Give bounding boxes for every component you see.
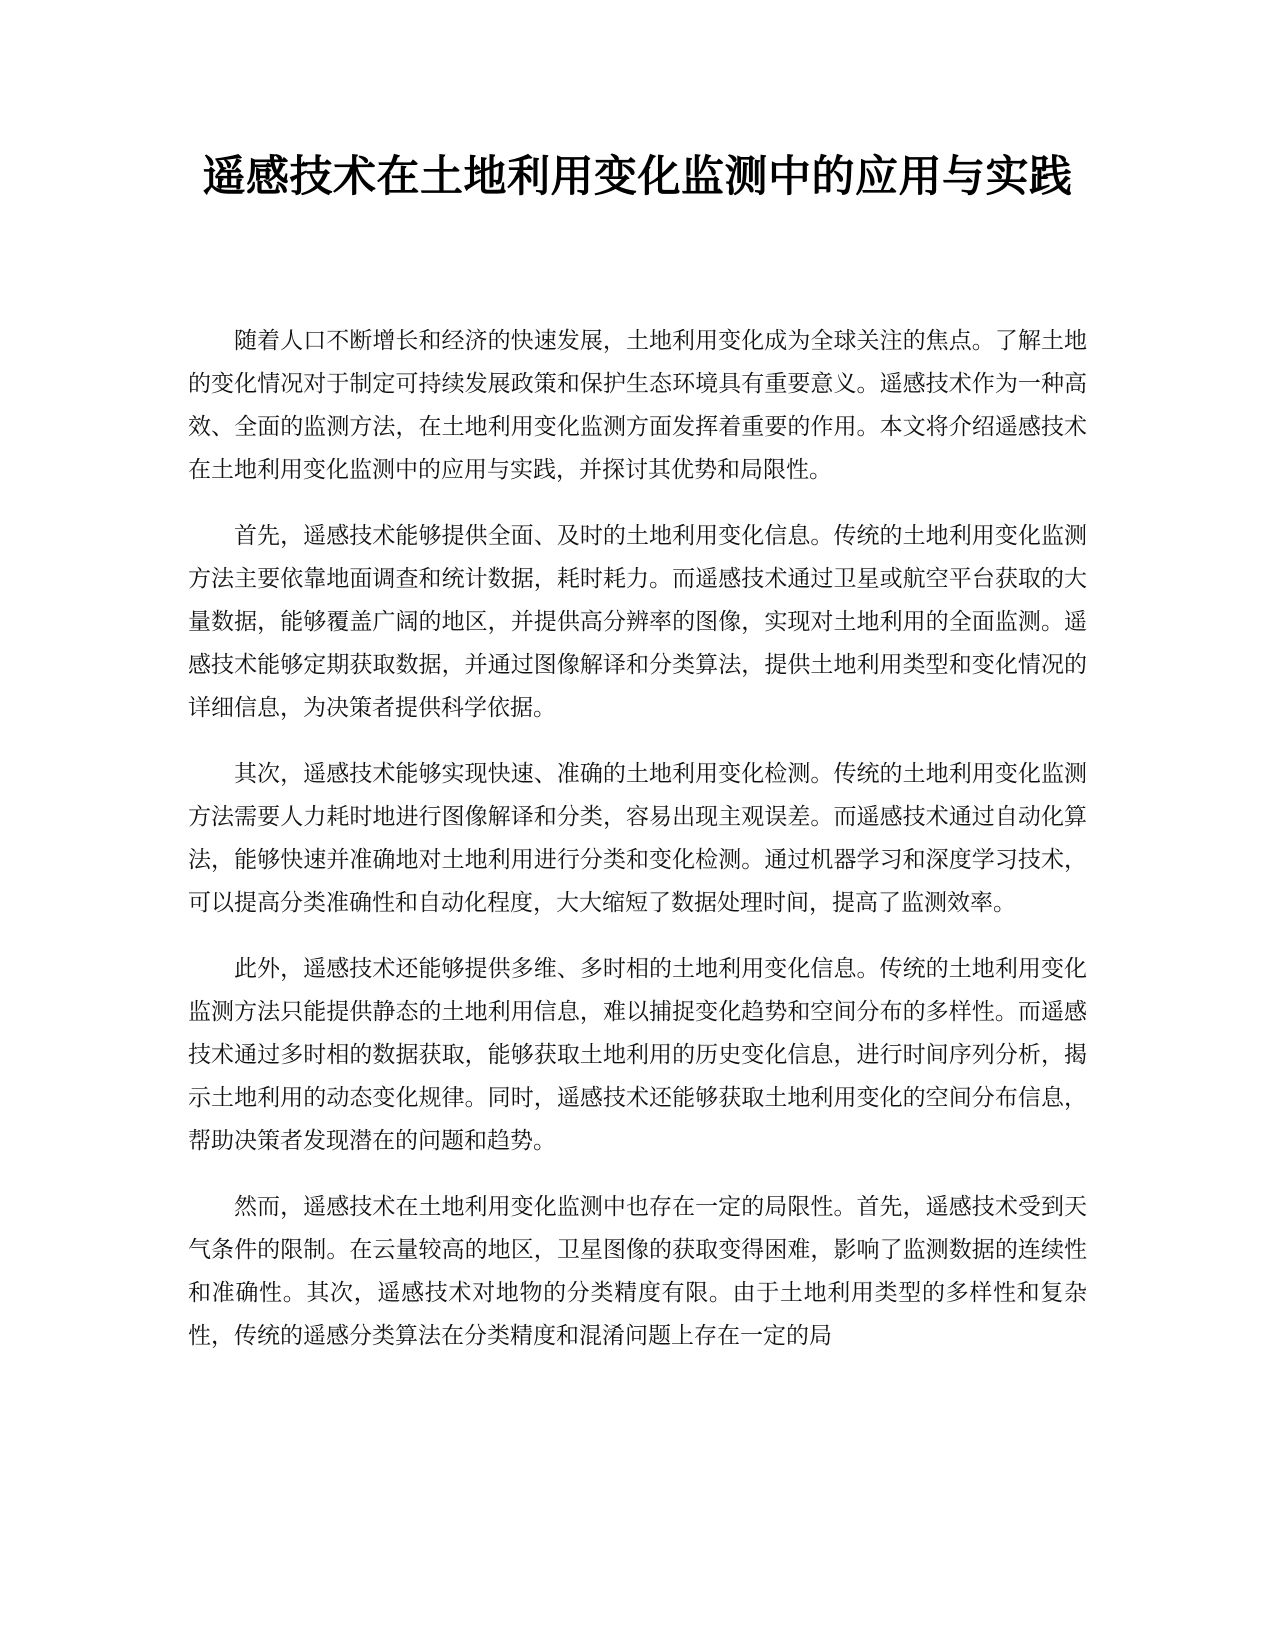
document-body: [188, 320, 1087, 1381]
paragraph-3: 其次，遥感技术能够实现快速、准确的土地利用变化检测。传统的土地利用变化监测方法需要人力耗时地进行图像解译和分类，容易出现主观误差。而遥感技术通过自动化算法，能够快速并准确地对土地利用进行分类和变化检测。通过机器学习和深度学习技术，可以提高分类准确性和自动化程度，大大缩短了数据处理时间，提高了监测效率。: [188, 761, 1087, 916]
paragraph-5: 然而，遥感技术在土地利用变化监测中也存在一定的局限性。首先，遥感技术受到天气条件的限制。在云量较高的地区，卫星图像的获取变得困难，影响了监测数据的连续性和准确性。其次，遥感技术对地物的分类精度有限。由于土地利用类型的多样性和复杂性，传统的遥感分类算法在分类精度和混淆问题上存在一定的局: [188, 1194, 1087, 1349]
paragraph-2: 首先，遥感技术能够提供全面、及时的土地利用变化信息。传统的土地利用变化监测方法主要依靠地面调查和统计数据，耗时耗力。而遥感技术通过卫星或航空平台获取的大量数据，能够覆盖广阔的地区，并提供高分辨率的图像，实现对土地利用的全面监测。遥感技术能够定期获取数据，并通过图像解译和分类算法，提供土地利用类型和变化情况的详细信息，为决策者提供科学依据。: [188, 523, 1087, 721]
paragraph-4: 此外，遥感技术还能够提供多维、多时相的土地利用变化信息。传统的土地利用变化监测方法只能提供静态的土地利用信息，难以捕捉变化趋势和空间分布的多样性。而遥感技术通过多时相的数据获取，能够获取土地利用的历史变化信息，进行时间序列分析，揭示土地利用的动态变化规律。同时，遥感技术还能够获取土地利用变化的空间分布信息，帮助决策者发现潜在的问题和趋势。: [188, 956, 1087, 1154]
document-title: 遥感技术在土地利用变化监测中的应用与实践: [202, 152, 1073, 202]
paragraph-1: 随着人口不断增长和经济的快速发展，土地利用变化成为全球关注的焦点。了解土地的变化情况对于制定可持续发展政策和保护生态环境具有重要意义。遥感技术作为一种高效、全面的监测方法，在土地利用变化监测方面发挥着重要的作用。本文将介绍遥感技术在土地利用变化监测中的应用与实践，并探讨其优势和局限性。: [188, 328, 1087, 483]
